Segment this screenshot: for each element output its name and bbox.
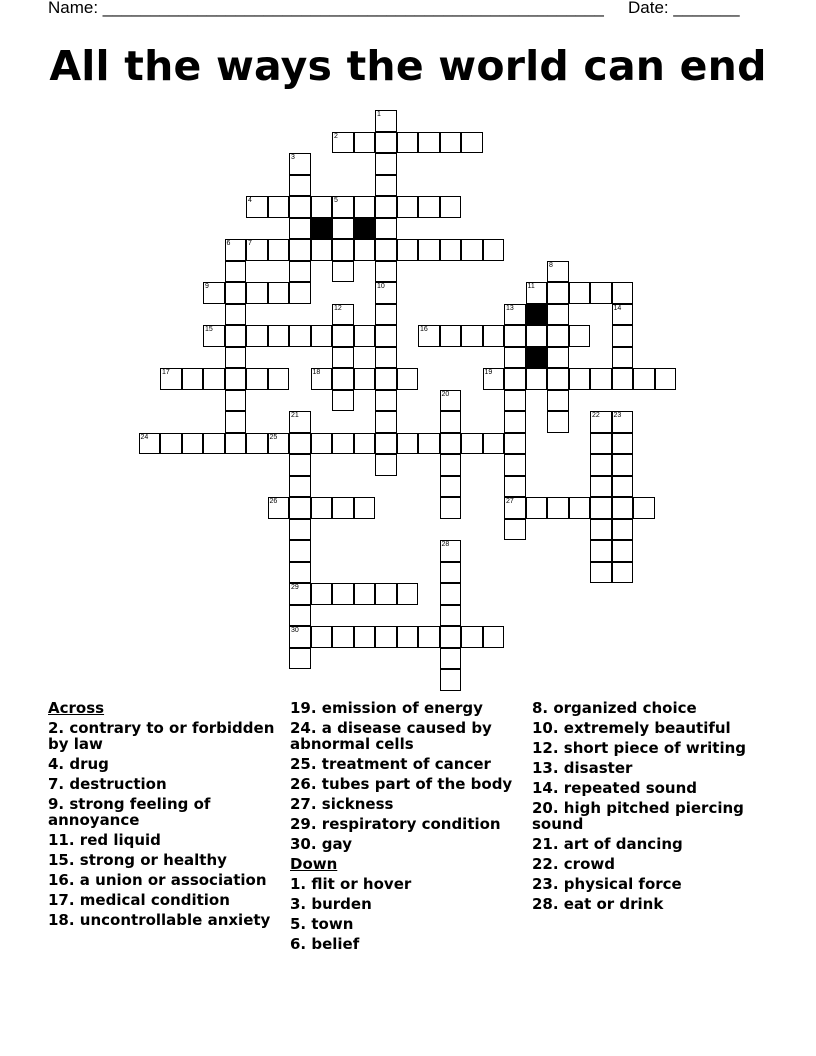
page-title: All the ways the world can end xyxy=(49,42,767,90)
clue-number: 5 xyxy=(334,197,338,204)
clue-number: 1 xyxy=(377,111,381,118)
grid-cell[interactable] xyxy=(246,239,268,261)
across-clue: 7. destruction xyxy=(48,775,167,793)
clue-number: 13 xyxy=(506,304,514,312)
grid-cell[interactable] xyxy=(311,626,333,648)
grid-cell[interactable] xyxy=(289,648,311,670)
grid-cell[interactable] xyxy=(590,519,612,541)
grid-cell[interactable] xyxy=(246,368,268,390)
clue-number: 17 xyxy=(162,369,170,376)
down-clue: 5. town xyxy=(290,915,354,933)
down-clue: 12. short piece of writing xyxy=(532,739,747,757)
grid-cell[interactable] xyxy=(612,325,634,347)
clue-number: 12 xyxy=(334,304,342,312)
grid-cell[interactable] xyxy=(375,196,397,218)
grid-cell[interactable] xyxy=(418,196,440,218)
clues-column-2 xyxy=(290,700,526,956)
grid-cell[interactable] xyxy=(289,562,311,584)
down-clue: 10. extremely beautiful xyxy=(532,719,731,737)
clue-number: 15 xyxy=(205,326,213,333)
grid-cell[interactable] xyxy=(547,261,569,283)
grid-cell[interactable] xyxy=(440,390,462,412)
grid-cell[interactable] xyxy=(590,562,612,584)
grid-cell[interactable] xyxy=(225,368,247,390)
grid-cell[interactable] xyxy=(440,497,462,519)
grid-cell[interactable] xyxy=(569,282,591,304)
grid-cell[interactable] xyxy=(311,325,333,347)
grid-cell[interactable] xyxy=(375,454,397,476)
across-clue: 2. contrary to or forbidden by law xyxy=(48,719,275,753)
grid-cell[interactable] xyxy=(311,196,333,218)
grid-cell[interactable] xyxy=(354,196,376,218)
grid-cell[interactable] xyxy=(397,368,419,390)
grid-cell[interactable] xyxy=(332,390,354,412)
grid-cell[interactable] xyxy=(483,239,505,261)
grid-cell[interactable] xyxy=(375,282,397,304)
clue-number: 23 xyxy=(613,412,622,419)
down-clue: 20. high pitched piercing sound xyxy=(532,799,744,833)
across-clue: 15. strong or healthy xyxy=(48,851,227,869)
grid-cell[interactable] xyxy=(612,368,634,390)
grid-cell[interactable] xyxy=(289,583,311,605)
grid-cell[interactable] xyxy=(569,497,591,519)
clue-number: 26 xyxy=(269,498,278,505)
grid-cell[interactable] xyxy=(289,282,311,304)
down-clue: 1. flit or hover xyxy=(290,875,412,893)
grid-cell[interactable] xyxy=(375,411,397,433)
clues-column-3 xyxy=(532,700,764,916)
grid-cell[interactable] xyxy=(397,196,419,218)
grid-cell[interactable] xyxy=(375,626,397,648)
grid-cell[interactable] xyxy=(612,454,634,476)
grid-cell[interactable] xyxy=(289,454,311,476)
down-clue: 8. organized choice xyxy=(532,699,697,717)
across-clue: 4. drug xyxy=(48,755,109,773)
grid-cell[interactable] xyxy=(354,239,376,261)
down-heading: Down xyxy=(290,855,338,873)
grid-cell[interactable] xyxy=(526,282,548,304)
clue-number: 4 xyxy=(248,197,252,204)
grid-cell[interactable] xyxy=(440,325,462,347)
grid-cell[interactable] xyxy=(612,540,634,562)
grid-cell[interactable] xyxy=(418,239,440,261)
grid-cell[interactable] xyxy=(160,433,182,455)
grid-cell[interactable] xyxy=(612,433,634,455)
grid-cell[interactable] xyxy=(375,153,397,175)
grid-cell[interactable] xyxy=(332,304,354,326)
grid-cell[interactable] xyxy=(289,540,311,562)
grid-cell[interactable] xyxy=(225,304,247,326)
grid-cell[interactable] xyxy=(612,347,634,369)
across-clue: 24. a disease caused by abnormal cells xyxy=(290,719,492,753)
black-square xyxy=(526,304,548,326)
grid-cell[interactable] xyxy=(461,239,483,261)
grid-cell[interactable] xyxy=(375,433,397,455)
clue-number: 28 xyxy=(441,541,450,548)
grid-cell[interactable] xyxy=(397,132,419,154)
date-field[interactable]: Date: _______ xyxy=(628,0,740,17)
clue-number: 25 xyxy=(269,433,278,441)
grid-cell[interactable] xyxy=(354,497,376,519)
grid-cell[interactable] xyxy=(289,175,311,197)
grid-cell[interactable] xyxy=(440,562,462,584)
grid-cell[interactable] xyxy=(612,304,634,326)
across-clue: 29. respiratory condition xyxy=(290,815,501,833)
clues-column-1 xyxy=(48,700,278,932)
grid-cell[interactable] xyxy=(289,476,311,498)
down-clue: 6. belief xyxy=(290,935,360,953)
grid-cell[interactable] xyxy=(440,648,462,670)
across-clue: 17. medical condition xyxy=(48,891,230,909)
grid-cell[interactable] xyxy=(332,497,354,519)
grid-cell[interactable] xyxy=(504,519,526,541)
grid-cell[interactable] xyxy=(225,261,247,283)
grid-cell[interactable] xyxy=(612,476,634,498)
across-clue: 18. uncontrollable anxiety xyxy=(48,911,271,929)
grid-cell[interactable] xyxy=(225,433,247,455)
clue-number: 6 xyxy=(226,240,231,247)
grid-cell[interactable] xyxy=(289,196,311,218)
grid-cell[interactable] xyxy=(203,282,225,304)
grid-cell[interactable] xyxy=(590,540,612,562)
grid-cell[interactable] xyxy=(504,390,526,412)
grid-cell[interactable] xyxy=(311,433,333,455)
grid-cell[interactable] xyxy=(289,497,311,519)
grid-cell[interactable] xyxy=(504,476,526,498)
clue-number: 3 xyxy=(291,154,295,161)
grid-cell[interactable] xyxy=(268,433,290,455)
clue-number: 24 xyxy=(140,433,149,441)
grid-cell[interactable] xyxy=(418,325,440,347)
grid-cell[interactable] xyxy=(483,433,505,455)
grid-cell[interactable] xyxy=(397,626,419,648)
grid-cell[interactable] xyxy=(375,110,397,132)
grid-cell[interactable] xyxy=(354,583,376,605)
grid-cell[interactable] xyxy=(655,368,677,390)
grid-cell[interactable] xyxy=(590,368,612,390)
grid-cell[interactable] xyxy=(289,433,311,455)
grid-cell[interactable] xyxy=(504,368,526,390)
name-field[interactable]: Name: _____________________________________________________ xyxy=(48,0,604,17)
grid-cell[interactable] xyxy=(633,497,655,519)
grid-cell[interactable] xyxy=(332,583,354,605)
grid-cell[interactable] xyxy=(332,261,354,283)
clue-number: 7 xyxy=(248,240,252,247)
across-clue: 16. a union or association xyxy=(48,871,267,889)
grid-cell[interactable] xyxy=(440,433,462,455)
grid-cell[interactable] xyxy=(590,282,612,304)
grid-cell[interactable] xyxy=(612,282,634,304)
grid-cell[interactable] xyxy=(440,411,462,433)
across-clue: 30. gay xyxy=(290,835,352,853)
grid-cell[interactable] xyxy=(440,476,462,498)
grid-cell[interactable] xyxy=(375,368,397,390)
grid-cell[interactable] xyxy=(504,454,526,476)
grid-cell[interactable] xyxy=(526,325,548,347)
clue-number: 30 xyxy=(291,627,299,634)
grid-cell[interactable] xyxy=(590,411,612,433)
grid-cell[interactable] xyxy=(225,282,247,304)
grid-cell[interactable] xyxy=(547,325,569,347)
grid-cell[interactable] xyxy=(547,390,569,412)
grid-cell[interactable] xyxy=(268,239,290,261)
grid-cell[interactable] xyxy=(332,325,354,347)
grid-cell[interactable] xyxy=(440,540,462,562)
grid-cell[interactable] xyxy=(268,497,290,519)
across-clue: 27. sickness xyxy=(290,795,394,813)
grid-cell[interactable] xyxy=(311,239,333,261)
across-clue: 11. red liquid xyxy=(48,831,161,849)
grid-cell[interactable] xyxy=(590,454,612,476)
grid-cell[interactable] xyxy=(375,304,397,326)
grid-cell[interactable] xyxy=(590,433,612,455)
grid-cell[interactable] xyxy=(246,325,268,347)
grid-cell[interactable] xyxy=(311,368,333,390)
across-clue: 25. treatment of cancer xyxy=(290,755,491,773)
grid-cell[interactable] xyxy=(440,454,462,476)
grid-cell[interactable] xyxy=(203,325,225,347)
clue-number: 14 xyxy=(613,304,622,312)
grid-cell[interactable] xyxy=(246,196,268,218)
grid-cell[interactable] xyxy=(375,218,397,240)
grid-cell[interactable] xyxy=(289,626,311,648)
grid-cell[interactable] xyxy=(375,583,397,605)
grid-cell[interactable] xyxy=(332,626,354,648)
grid-cell[interactable] xyxy=(612,411,634,433)
grid-cell[interactable] xyxy=(418,433,440,455)
grid-cell[interactable] xyxy=(354,433,376,455)
grid-cell[interactable] xyxy=(246,433,268,455)
clue-number: 16 xyxy=(420,326,428,333)
down-clue: 28. eat or drink xyxy=(532,895,664,913)
grid-cell[interactable] xyxy=(311,583,333,605)
grid-cell[interactable] xyxy=(375,175,397,197)
clue-number: 21 xyxy=(291,412,299,419)
grid-cell[interactable] xyxy=(203,368,225,390)
grid-cell[interactable] xyxy=(397,239,419,261)
grid-cell[interactable] xyxy=(418,626,440,648)
grid-cell[interactable] xyxy=(332,368,354,390)
grid-cell[interactable] xyxy=(268,325,290,347)
across-clue: 19. emission of energy xyxy=(290,699,483,717)
grid-cell[interactable] xyxy=(526,368,548,390)
clue-number: 19 xyxy=(484,369,493,376)
black-square xyxy=(311,218,333,240)
clue-number: 8 xyxy=(549,261,553,269)
grid-cell[interactable] xyxy=(418,132,440,154)
grid-cell[interactable] xyxy=(590,497,612,519)
grid-cell[interactable] xyxy=(612,562,634,584)
grid-cell[interactable] xyxy=(332,239,354,261)
clue-number: 29 xyxy=(291,584,299,591)
grid-cell[interactable] xyxy=(440,605,462,627)
grid-cell[interactable] xyxy=(504,433,526,455)
across-clue: 9. strong feeling of annoyance xyxy=(48,795,211,829)
grid-cell[interactable] xyxy=(354,325,376,347)
grid-cell[interactable] xyxy=(375,261,397,283)
down-clue: 13. disaster xyxy=(532,759,633,777)
grid-cell[interactable] xyxy=(182,368,204,390)
grid-cell[interactable] xyxy=(440,196,462,218)
grid-cell[interactable] xyxy=(332,196,354,218)
grid-cell[interactable] xyxy=(289,218,311,240)
clue-number: 9 xyxy=(205,283,209,290)
grid-cell[interactable] xyxy=(268,368,290,390)
grid-cell[interactable] xyxy=(225,390,247,412)
header xyxy=(48,0,748,20)
clue-number: 20 xyxy=(441,390,450,398)
grid-cell[interactable] xyxy=(504,347,526,369)
grid-cell[interactable] xyxy=(547,368,569,390)
grid-cell[interactable] xyxy=(246,282,268,304)
grid-cell[interactable] xyxy=(289,411,311,433)
black-square xyxy=(354,218,376,240)
grid-cell[interactable] xyxy=(311,497,333,519)
grid-cell[interactable] xyxy=(547,282,569,304)
black-square xyxy=(526,347,548,369)
grid-cell[interactable] xyxy=(526,497,548,519)
grid-cell[interactable] xyxy=(354,626,376,648)
grid-cell[interactable] xyxy=(633,368,655,390)
grid-cell[interactable] xyxy=(268,282,290,304)
across-clue: 26. tubes part of the body xyxy=(290,775,513,793)
clue-number: 18 xyxy=(312,369,321,376)
grid-cell[interactable] xyxy=(569,325,591,347)
clue-number: 27 xyxy=(506,498,514,505)
grid-cell[interactable] xyxy=(332,132,354,154)
down-clue: 21. art of dancing xyxy=(532,835,683,853)
grid-cell[interactable] xyxy=(547,497,569,519)
grid-cell[interactable] xyxy=(440,239,462,261)
grid-cell[interactable] xyxy=(547,347,569,369)
clue-number: 22 xyxy=(592,412,600,419)
across-heading: Across xyxy=(48,699,105,717)
clue-number: 2 xyxy=(334,132,338,140)
grid-cell[interactable] xyxy=(289,153,311,175)
grid-cell[interactable] xyxy=(225,347,247,369)
grid-cell[interactable] xyxy=(440,669,462,691)
grid-cell[interactable] xyxy=(440,132,462,154)
grid-cell[interactable] xyxy=(182,433,204,455)
grid-cell[interactable] xyxy=(332,433,354,455)
grid-cell[interactable] xyxy=(289,239,311,261)
grid-cell[interactable] xyxy=(375,347,397,369)
grid-cell[interactable] xyxy=(547,411,569,433)
grid-cell[interactable] xyxy=(612,519,634,541)
grid-cell[interactable] xyxy=(504,304,526,326)
grid-cell[interactable] xyxy=(590,476,612,498)
grid-cell[interactable] xyxy=(139,433,161,455)
grid-cell[interactable] xyxy=(483,626,505,648)
grid-cell[interactable] xyxy=(483,325,505,347)
grid-cell[interactable] xyxy=(289,261,311,283)
grid-cell[interactable] xyxy=(397,583,419,605)
grid-cell[interactable] xyxy=(268,196,290,218)
grid-cell[interactable] xyxy=(440,626,462,648)
grid-cell[interactable] xyxy=(461,626,483,648)
grid-cell[interactable] xyxy=(332,347,354,369)
clue-number: 11 xyxy=(527,283,535,290)
down-clue: 23. physical force xyxy=(532,875,682,893)
grid-cell[interactable] xyxy=(397,433,419,455)
grid-cell[interactable] xyxy=(440,583,462,605)
down-clue: 22. crowd xyxy=(532,855,615,873)
grid-cell[interactable] xyxy=(612,497,634,519)
grid-cell[interactable] xyxy=(461,132,483,154)
grid-cell[interactable] xyxy=(547,304,569,326)
clue-number: 10 xyxy=(377,283,385,290)
grid-cell[interactable] xyxy=(225,411,247,433)
grid-cell[interactable] xyxy=(375,132,397,154)
grid-cell[interactable] xyxy=(461,433,483,455)
grid-cell[interactable] xyxy=(375,390,397,412)
down-clue: 14. repeated sound xyxy=(532,779,698,797)
grid-cell[interactable] xyxy=(504,411,526,433)
grid-cell[interactable] xyxy=(289,519,311,541)
grid-cell[interactable] xyxy=(354,368,376,390)
grid-cell[interactable] xyxy=(289,605,311,627)
grid-cell[interactable] xyxy=(225,239,247,261)
grid-cell[interactable] xyxy=(160,368,182,390)
down-clue: 3. burden xyxy=(290,895,372,913)
grid-cell[interactable] xyxy=(375,325,397,347)
grid-cell[interactable] xyxy=(504,325,526,347)
grid-cell[interactable] xyxy=(461,325,483,347)
grid-cell[interactable] xyxy=(504,497,526,519)
grid-cell[interactable] xyxy=(375,239,397,261)
grid-cell[interactable] xyxy=(289,325,311,347)
grid-cell[interactable] xyxy=(483,368,505,390)
grid-cell[interactable] xyxy=(332,218,354,240)
grid-cell[interactable] xyxy=(354,132,376,154)
grid-cell[interactable] xyxy=(203,433,225,455)
grid-cell[interactable] xyxy=(225,325,247,347)
grid-cell[interactable] xyxy=(569,368,591,390)
